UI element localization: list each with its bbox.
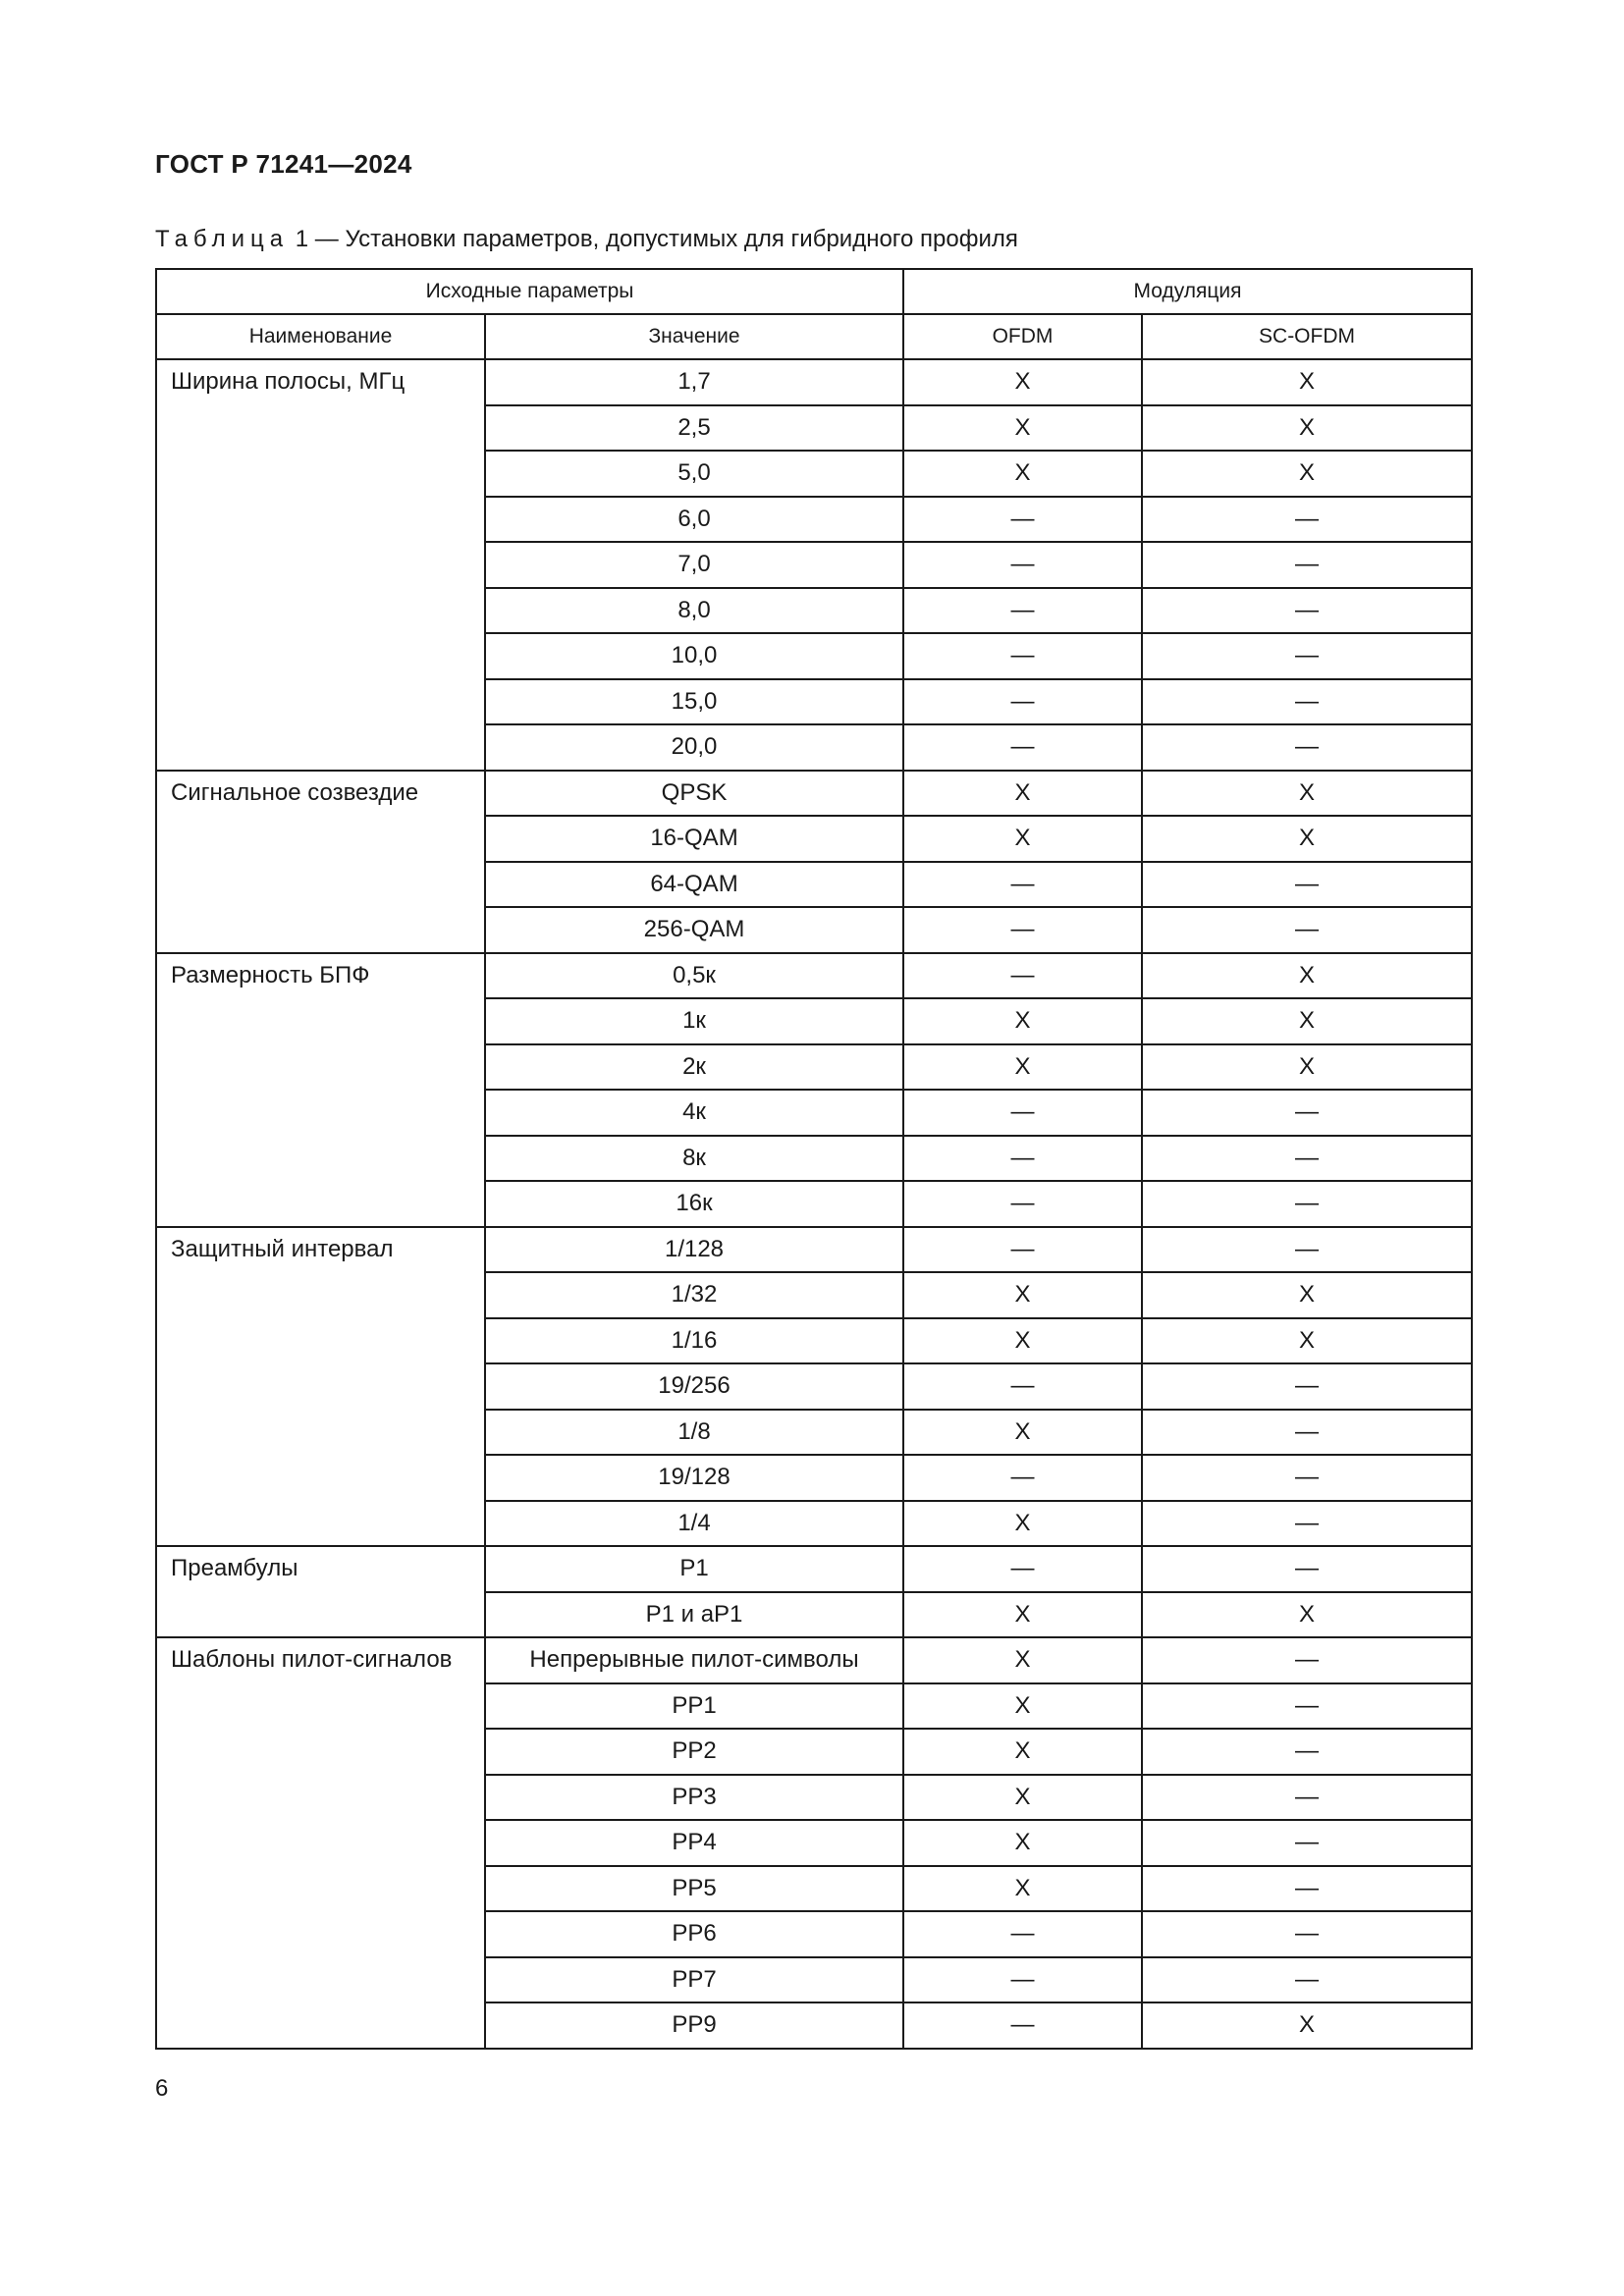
parameter-value-cell: QPSK [485,771,903,817]
scofdm-cell: — [1142,1820,1472,1866]
scofdm-cell: — [1142,907,1472,953]
scofdm-cell: — [1142,633,1472,679]
ofdm-cell: — [903,1227,1142,1273]
ofdm-cell: X [903,1729,1142,1775]
scofdm-cell: — [1142,1683,1472,1730]
ofdm-cell: X [903,1820,1142,1866]
table-caption [155,226,1018,253]
scofdm-cell: X [1142,816,1472,862]
parameter-value-cell: 256-QAM [485,907,903,953]
parameter-value-cell: PP5 [485,1866,903,1912]
ofdm-cell: — [903,542,1142,588]
ofdm-cell: X [903,1592,1142,1638]
table-row [156,771,1472,817]
table-row [156,953,1472,999]
ofdm-cell: — [903,1911,1142,1957]
ofdm-cell: — [903,1363,1142,1410]
parameter-value-cell: Непрерывные пилот-символы [485,1637,903,1683]
parameter-value-cell: P1 [485,1546,903,1592]
scofdm-cell: — [1142,1227,1472,1273]
ofdm-cell: — [903,2002,1142,2049]
table-row [156,359,1472,405]
scofdm-cell: — [1142,1911,1472,1957]
ofdm-cell: X [903,1866,1142,1912]
parameter-value-cell: 1/8 [485,1410,903,1456]
ofdm-cell: — [903,724,1142,771]
ofdm-cell: X [903,998,1142,1044]
ofdm-cell: — [903,1546,1142,1592]
ofdm-cell: — [903,907,1142,953]
parameter-name-cell: Преамбулы [156,1546,485,1637]
scofdm-cell: — [1142,1410,1472,1456]
parameter-value-cell: 15,0 [485,679,903,725]
ofdm-cell: — [903,633,1142,679]
document-id: ГОСТ Р 71241—2024 [155,149,412,179]
scofdm-cell: X [1142,2002,1472,2049]
table-column-header-row [156,314,1472,359]
table-row [156,1227,1472,1273]
parameter-value-cell: 64-QAM [485,862,903,908]
scofdm-cell: — [1142,1775,1472,1821]
parameter-value-cell: 1/4 [485,1501,903,1547]
scofdm-cell: — [1142,1866,1472,1912]
ofdm-cell: — [903,679,1142,725]
scofdm-cell: — [1142,1637,1472,1683]
scofdm-cell: — [1142,1136,1472,1182]
scofdm-cell: X [1142,359,1472,405]
scofdm-cell: — [1142,862,1472,908]
parameter-value-cell: PP6 [485,1911,903,1957]
scofdm-cell: — [1142,542,1472,588]
parameter-value-cell: 19/256 [485,1363,903,1410]
ofdm-cell: X [903,405,1142,452]
column-header-value: Значение [485,314,903,359]
column-header-name: Наименование [156,314,485,359]
parameter-name-cell: Сигнальное созвездие [156,771,485,953]
table-caption-label: Таблица [155,226,290,252]
parameter-value-cell: 0,5к [485,953,903,999]
ofdm-cell: X [903,816,1142,862]
scofdm-cell: — [1142,1501,1472,1547]
ofdm-cell: X [903,1637,1142,1683]
ofdm-cell: X [903,1501,1142,1547]
scofdm-cell: — [1142,1181,1472,1227]
ofdm-cell: — [903,1090,1142,1136]
parameter-value-cell: PP1 [485,1683,903,1730]
ofdm-cell: — [903,1957,1142,2003]
ofdm-cell: — [903,1455,1142,1501]
table-row [156,1637,1472,1683]
scofdm-cell: — [1142,1363,1472,1410]
scofdm-cell: — [1142,679,1472,725]
scofdm-cell: — [1142,1957,1472,2003]
scofdm-cell: X [1142,953,1472,999]
scofdm-cell: X [1142,451,1472,497]
ofdm-cell: X [903,1272,1142,1318]
parameter-value-cell: 1/16 [485,1318,903,1364]
parameter-value-cell: 1,7 [485,359,903,405]
ofdm-cell: X [903,359,1142,405]
parameter-value-cell: 2,5 [485,405,903,452]
scofdm-cell: X [1142,405,1472,452]
scofdm-cell: X [1142,771,1472,817]
parameter-value-cell: 16к [485,1181,903,1227]
parameter-value-cell: PP9 [485,2002,903,2049]
scofdm-cell: X [1142,1318,1472,1364]
parameter-value-cell: PP2 [485,1729,903,1775]
parameter-value-cell: 5,0 [485,451,903,497]
page-number: 6 [155,2075,169,2102]
parameter-value-cell: 4к [485,1090,903,1136]
parameter-value-cell: 20,0 [485,724,903,771]
parameter-value-cell: 7,0 [485,542,903,588]
group-header-modulation: Модуляция [903,269,1472,314]
parameter-name-cell: Шаблоны пилот-сигналов [156,1637,485,2049]
scofdm-cell: — [1142,1090,1472,1136]
scofdm-cell: — [1142,1455,1472,1501]
parameter-name-cell: Размерность БПФ [156,953,485,1227]
ofdm-cell: X [903,1410,1142,1456]
parameter-name-cell: Защитный интервал [156,1227,485,1547]
parameter-value-cell: 19/128 [485,1455,903,1501]
column-header-scofdm: SC-OFDM [1142,314,1472,359]
ofdm-cell: X [903,1683,1142,1730]
parameter-value-cell: 8к [485,1136,903,1182]
parameter-value-cell: 6,0 [485,497,903,543]
parameter-value-cell: 1к [485,998,903,1044]
parameter-value-cell: 8,0 [485,588,903,634]
parameter-value-cell: 16-QAM [485,816,903,862]
ofdm-cell: X [903,1775,1142,1821]
scofdm-cell: — [1142,724,1472,771]
ofdm-cell: — [903,1181,1142,1227]
scofdm-cell: X [1142,1592,1472,1638]
table-row [156,1546,1472,1592]
ofdm-cell: — [903,862,1142,908]
ofdm-cell: X [903,1044,1142,1091]
parameter-value-cell: PP3 [485,1775,903,1821]
scofdm-cell: X [1142,1272,1472,1318]
ofdm-cell: — [903,953,1142,999]
ofdm-cell: — [903,1136,1142,1182]
parameter-name-cell: Ширина полосы, МГц [156,359,485,771]
table-caption-text: 1 — Установки параметров, допустимых для гибридного профиля [295,226,1018,252]
parameter-value-cell: PP7 [485,1957,903,2003]
ofdm-cell: X [903,451,1142,497]
parameter-value-cell: 1/128 [485,1227,903,1273]
ofdm-cell: X [903,1318,1142,1364]
scofdm-cell: — [1142,588,1472,634]
table-body [156,359,1472,2049]
group-header-source: Исходные параметры [156,269,903,314]
parameter-value-cell: 1/32 [485,1272,903,1318]
parameter-value-cell: PP4 [485,1820,903,1866]
parameter-value-cell: 10,0 [485,633,903,679]
scofdm-cell: — [1142,497,1472,543]
parameters-table [155,268,1473,2050]
scofdm-cell: X [1142,998,1472,1044]
parameter-value-cell: 2к [485,1044,903,1091]
scofdm-cell: — [1142,1729,1472,1775]
column-header-ofdm: OFDM [903,314,1142,359]
scofdm-cell: — [1142,1546,1472,1592]
ofdm-cell: — [903,497,1142,543]
ofdm-cell: X [903,771,1142,817]
table-group-header-row [156,269,1472,314]
ofdm-cell: — [903,588,1142,634]
parameter-value-cell: P1 и aP1 [485,1592,903,1638]
scofdm-cell: X [1142,1044,1472,1091]
